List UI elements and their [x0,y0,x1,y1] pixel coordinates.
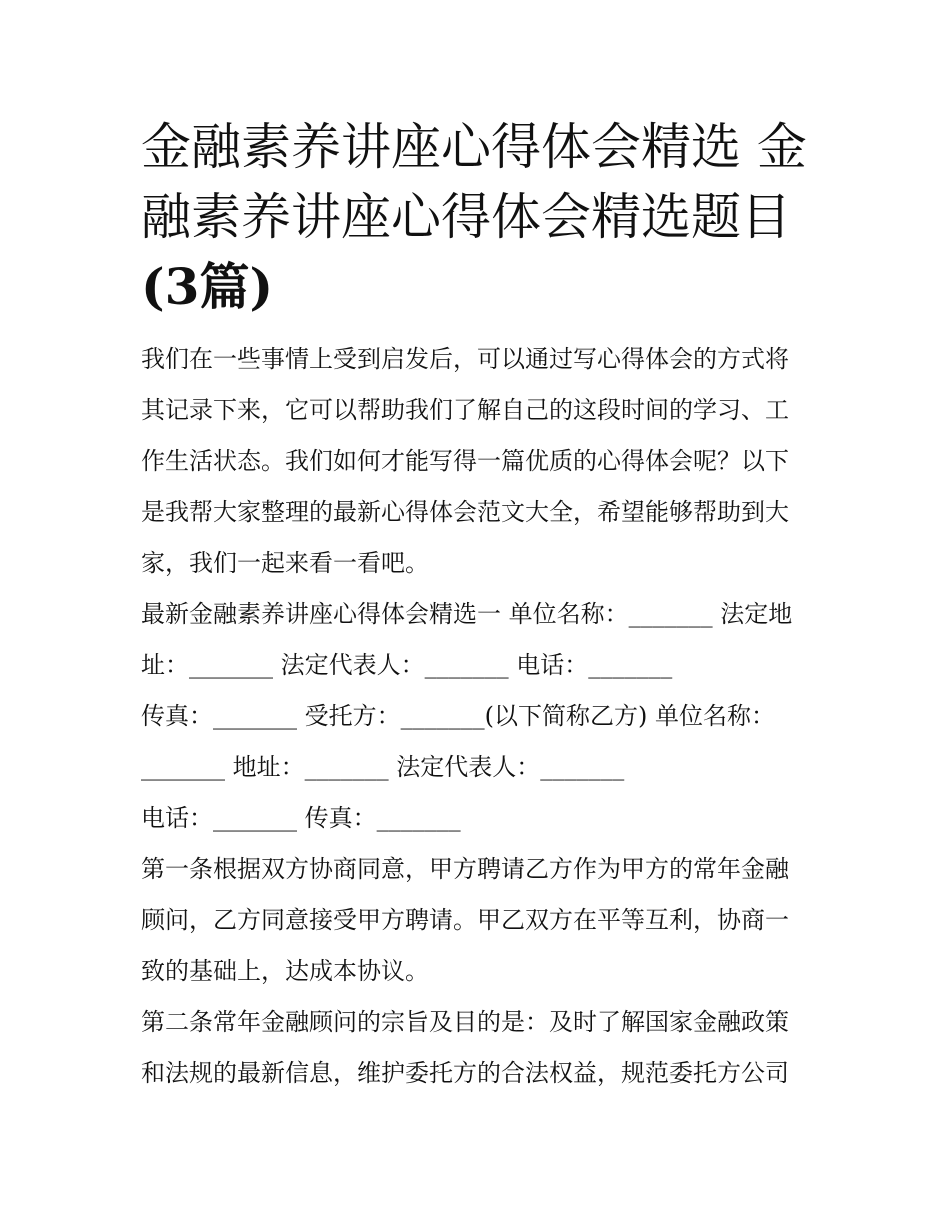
article-two-paragraph [141,997,813,1099]
title-line: 金融素养讲座心得体会精选 金 [141,118,807,176]
contract-parties-paragraph [141,589,813,844]
paragraph-line: 第一条根据双方协商同意，甲方聘请乙方作为甲方的常年金融 [141,855,789,883]
paragraph-line: 家，我们一起来看一看吧。 [141,549,429,577]
paragraph-line: _______ 地址：_______ 法定代表人：_______ [141,753,625,781]
paragraph-line: 和法规的最新信息，维护委托方的合法权益，规范委托方公司 [141,1059,789,1087]
paragraph-line: 址：_______ 法定代表人：_______ 电话：_______ [141,651,673,679]
document-title [141,112,813,322]
paragraph-line: 致的基础上，达成本协议。 [141,957,429,985]
document-page [141,112,813,1099]
paragraph-line: 第二条常年金融顾问的宗旨及目的是：及时了解国家金融政策 [141,1008,789,1036]
paragraph-line: 其记录下来，它可以帮助我们了解自己的这段时间的学习、工 [141,396,789,424]
article-one-paragraph [141,844,813,997]
paragraph-line: 传真：_______ 受托方：_______(以下简称乙方) 单位名称： [141,702,775,730]
paragraph-line: 顾问，乙方同意接受甲方聘请。甲乙双方在平等互利，协商一 [141,906,789,934]
paragraph-line: 最新金融素养讲座心得体会精选一 单位名称：_______ 法定地 [141,600,793,628]
paragraph-line: 我们在一些事情上受到启发后，可以通过写心得体会的方式将 [141,345,789,373]
title-line-count: (3篇) [141,257,274,316]
intro-paragraph [141,334,813,589]
paragraph-line: 作生活状态。我们如何才能写得一篇优质的心得体会呢？以下 [141,447,789,475]
paragraph-line: 是我帮大家整理的最新心得体会范文大全，希望能够帮助到大 [141,498,789,526]
paragraph-line: 电话：_______ 传真：_______ [141,804,461,832]
title-line: 融素养讲座心得体会精选题目 [141,188,791,246]
